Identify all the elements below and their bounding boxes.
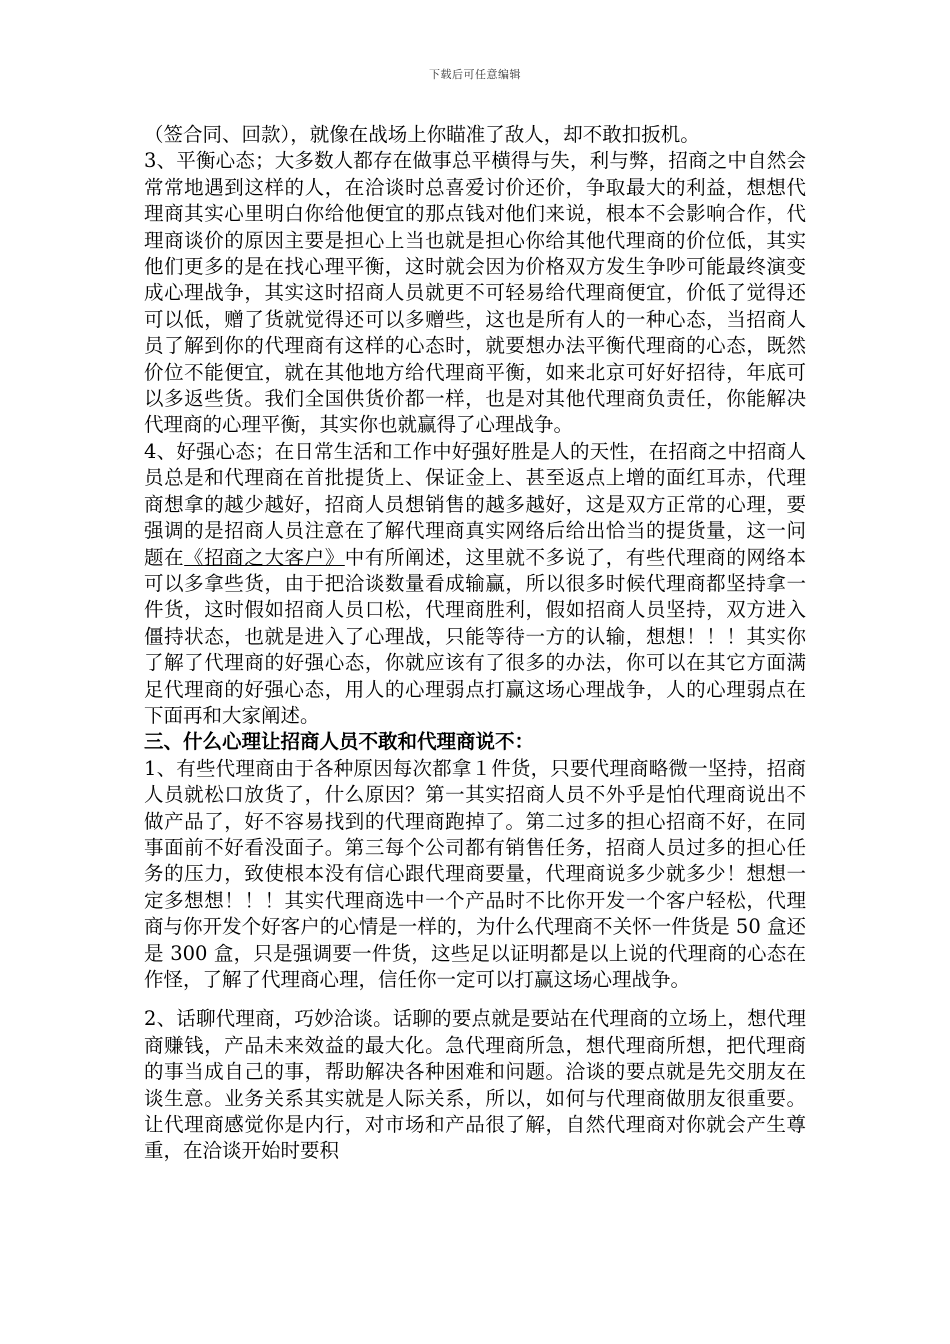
paragraph-item-1: 1、有些代理商由于各种原因每次都拿１件货，只要代理商略微一坚持，招商人员就松口放货了，什么原因？第一其实招商人员不外乎是怕代理商说出不做产品了，好不容易找到的代理商跑掉了。第二过多的担心招商不好，在同事面前不好看没面子。第三每个公司都有销售任务，招商人员过多的担心任务的压力，致使根本没有信心跟代理商要量，代理商说多少就多少！想想一定多想想！！！其实代理商选中一个产品时不比你开发一个客户轻松，代理商与你开发个好客户的心情是一样的，为什么代理商不关怀一件货是 50 盒还是 300 盒，只是强调要一件货，这些足以证明都是以上说的代理商的心态在作怪，了解了代理商心理，信任你一定可以打赢这场心理战争。: [144, 756, 806, 991]
paragraph-text: 中有所阐述，这里就不多说了，有些代理商的网络本可以多拿些货，由于把洽谈数量看成输赢，所以很多时候代理商都坚持拿一件货，这时假如招商人员口松，代理商胜利，假如招商人员坚持，双方进入僵持状态，也就是进入了心理战，只能等待一方的认输，想想！！！其实你了解了代理商的好强心态，你就应该有了很多的办法，你可以在其它方面满足代理商的好强心态，用人的心理弱点打赢这场心理战争，人的心理弱点在下面再和大家阐述。: [144, 545, 806, 727]
paragraph-competitive-mindset: [144, 439, 806, 729]
section-heading: 三、什么心理让招商人员不敢和代理商说不：: [144, 730, 535, 754]
article-link[interactable]: 《招商之大客户》: [184, 545, 345, 569]
paragraph-text: 4、好强心态；在日常生活和工作中好强好胜是人的天性，在招商之中招商人员总是和代理商在首批提货上、保证金上、甚至返点上增的面红耳赤，代理商想拿的越少越好，招商人员想销售的越多越好，这是双方正常的心理，要强调的是招商人员注意在了解代理商真实网络后给出恰当的提货量，这一问题在: [144, 439, 806, 569]
page-header: 下载后可任意编辑: [429, 68, 521, 81]
paragraph-1: （签合同、回款），就像在战场上你瞄准了敌人，却不敢扣扳机。: [144, 123, 700, 146]
paragraph-balance-mindset: 3、平衡心态；大多数人都存在做事总平横得与失，利与弊，招商之中自然会常常地遇到这样的人，在洽谈时总喜爱讨价还价，争取最大的利益，想想代理商其实心里明白你给他便宜的那点钱对他们来说，根本不会影响合作，代理商谈价的原因主要是担心上当也就是担心你给其他代理商的价位低，其实他们更多的是在找心理平衡，这时就会因为价格双方发生争吵可能最终演变成心理战争，其实这时招商人员就更不可轻易给代理商便宜，价低了觉得还可以低，赠了货就觉得还可以多赠些，这也是所有人的一种心态，当招商人员了解到你的代理商有这样的心态时，就要想办法平衡代理商的心态，既然价位不能便宜，就在其他地方给代理商平衡，如来北京可好好招待，年底可以多返些货。我们全国供货价都一样，也是对其他代理商负责任，你能解决代理商的心理平衡，其实你也就赢得了心理战争。: [144, 149, 806, 437]
document-body: [144, 122, 806, 1165]
paragraph-item-2: 2、话聊代理商，巧妙洽谈。话聊的要点就是要站在代理商的立场上，想代理商赚钱，产品未来效益的最大化。急代理商所急，想代理商所想，把代理商的事当成自己的事，帮助解决各种困难和问题。洽谈的要点就是先交朋友在谈生意。业务关系其实就是人际关系，所以，如何与代理商做朋友很重要。让代理商感觉你是内行，对市场和产品很了解，自然代理商对你就会产生尊重，在洽谈开始时要积: [144, 1007, 806, 1163]
